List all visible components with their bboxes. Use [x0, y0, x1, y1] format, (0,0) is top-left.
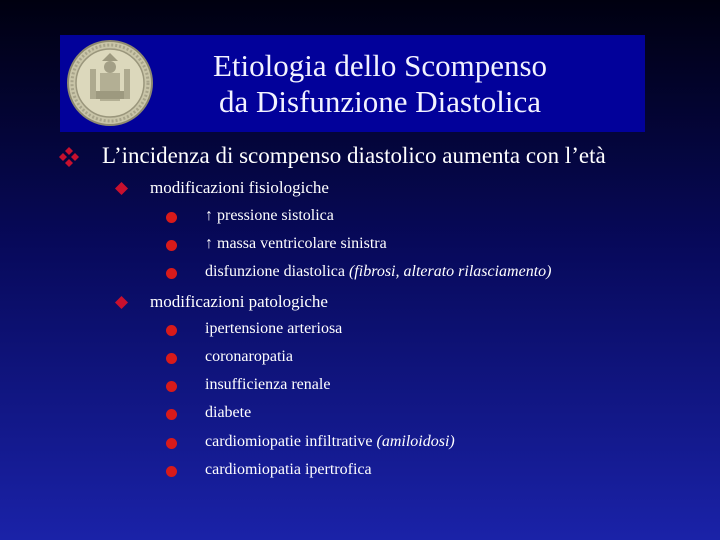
group-label-pathological: modificazioni patologiche	[150, 292, 328, 311]
diamond-bullet-icon	[115, 296, 128, 309]
round-bullet-icon	[166, 268, 177, 279]
diamond-bullet-icon	[115, 182, 128, 195]
round-bullet-icon	[166, 381, 177, 392]
slide-title	[180, 48, 580, 120]
round-bullet-icon	[166, 438, 177, 449]
main-point: L’incidenza di scompenso diastolico aumenta con l’età	[102, 143, 606, 168]
list-item: ↑ pressione sistolica	[205, 207, 334, 224]
title-line-2: da Disfunzione Diastolica	[219, 84, 541, 119]
item-note: (amiloidosi)	[376, 433, 455, 450]
list-item: disfunzione diastolica (fibrosi, alterato rilasciamento)	[205, 263, 552, 280]
four-diamond-bullet-icon	[58, 146, 80, 168]
list-item: cardiomiopatie infiltrative (amiloidosi)	[205, 433, 455, 450]
round-bullet-icon	[166, 212, 177, 223]
list-item: ↑ massa ventricolare sinistra	[205, 235, 387, 252]
item-note: (fibrosi, alterato rilasciamento)	[348, 263, 552, 280]
list-item: insufficienza renale	[205, 376, 331, 393]
list-item: ipertensione arteriosa	[205, 320, 343, 337]
group-label-physiological: modificazioni fisiologiche	[150, 178, 329, 197]
round-bullet-icon	[166, 353, 177, 364]
round-bullet-icon	[166, 240, 177, 251]
round-bullet-icon	[166, 466, 177, 477]
list-item: diabete	[205, 404, 252, 421]
round-bullet-icon	[166, 325, 177, 336]
title-line-1: Etiologia dello Scompenso	[212, 48, 548, 83]
university-seal-icon	[66, 39, 154, 127]
list-item: cardiomiopatia ipertrofica	[205, 461, 372, 478]
title-banner	[60, 35, 645, 132]
list-item: coronaropatia	[205, 348, 293, 365]
up-arrow-icon: ↑	[205, 235, 213, 252]
up-arrow-icon: ↑	[205, 207, 213, 224]
round-bullet-icon	[166, 409, 177, 420]
